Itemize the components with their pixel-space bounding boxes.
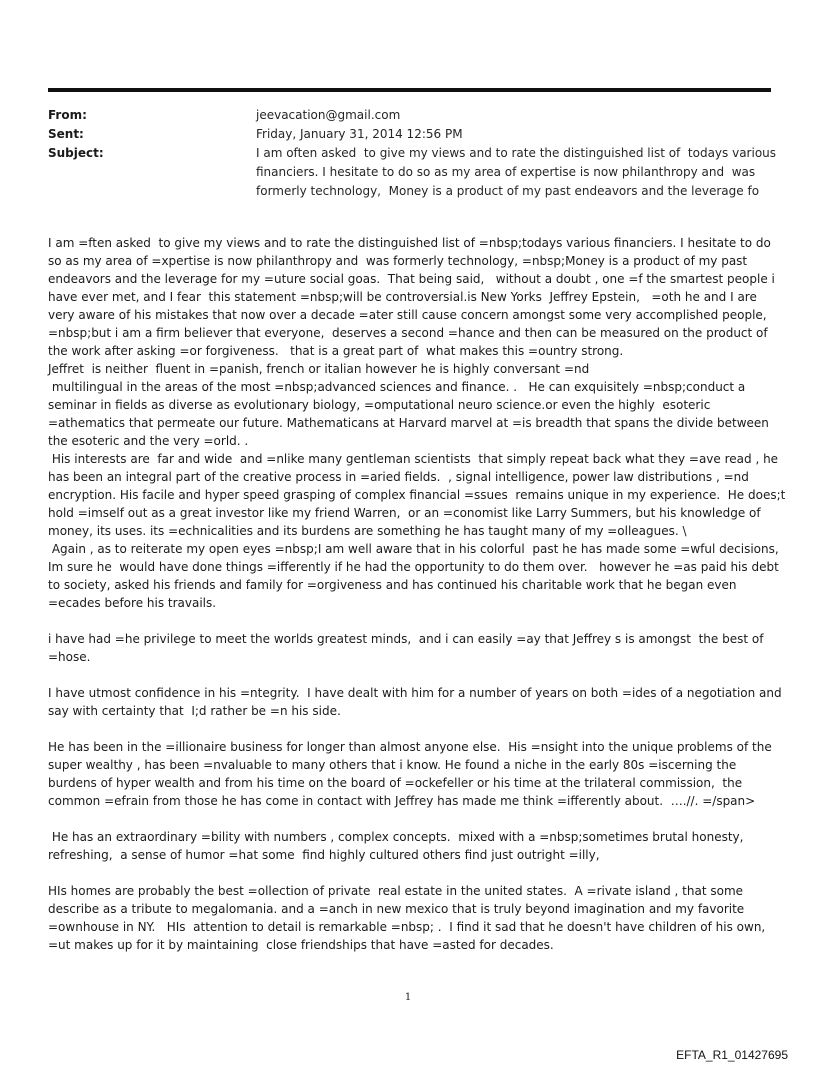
body-line: hold =imself out as a great investor like my friend Warren, or an =conomist like Larry Summers, but his knowledge of — [48, 506, 761, 520]
body-line: say with certainty that I;d rather be =n his side. — [48, 704, 341, 718]
body-line: money, its uses. its =echnicalities and its burdens are something he has taught many of my =olleagues. \ — [48, 524, 687, 538]
body-line: =ecades before his travails. — [48, 596, 217, 610]
body-line: =hose. — [48, 650, 91, 664]
body-line: =athematics that permeate our future. Mathematicans at Harvard marvel at =is breadth that spans the divide between — [48, 416, 769, 430]
body-paragraph — [48, 738, 772, 810]
body-line: Again , as to reiterate my open eyes =nbsp;I am well aware that in his colorful past he has made some =wful decisions, — [48, 542, 779, 556]
email-body — [48, 234, 786, 972]
body-line: I have utmost confidence in his =ntegrity. I have dealt with him for a number of years on both =ides of a negotiation and — [48, 686, 782, 700]
body-line: to society, asked his friends and family for =orgiveness and has continued his charitable work that he began even — [48, 578, 737, 592]
body-line: the esoteric and the very =orld. . — [48, 434, 249, 448]
body-line: very aware of his mistakes that now over a decade =ater still cause concern amongst some very accomplished people, — [48, 308, 767, 322]
body-line: His interests are far and wide and =nlike many gentleman scientists that simply repeat back what they =ave read , he — [48, 452, 779, 466]
body-line: common =efrain from those he has come in contact with Jeffrey has made me think =ifferently about. ….//. =/span> — [48, 794, 756, 808]
body-paragraph — [48, 684, 782, 720]
body-line: have ever met, and I fear this statement =nbsp;will be controversial.is New Yorks Jeffrey Epstein, =oth he and I are — [48, 290, 757, 304]
body-line: =ownhouse in NY. HIs attention to detail is remarkable =nbsp; . I find it sad that he doesn't have children of his own, — [48, 920, 766, 934]
body-paragraph — [48, 882, 772, 954]
subject-line: I am often asked to give my views and to rate the distinguished list of todays various — [256, 146, 777, 160]
subject-value — [256, 144, 776, 201]
body-line: multilingual in the areas of the most =nbsp;advanced sciences and finance. . He can exquisitely =nbsp;conduct a — [48, 380, 746, 394]
sent-value: Friday, January 31, 2014 12:56 PM — [256, 127, 463, 141]
body-line: He has an extraordinary =bility with numbers , complex concepts. mixed with a =nbsp;sometimes brutal honesty, — [48, 830, 744, 844]
body-line: burdens of hyper wealth and from his time on the board of =ockefeller or his time at the trilateral commission, the — [48, 776, 743, 790]
subject-label: Subject: — [48, 146, 104, 160]
body-line: so as my area of =xpertise is now philanthropy and was formerly technology, =nbsp;Money is a product of my past — [48, 254, 748, 268]
body-line: He has been in the =illionaire business for longer than almost anyone else. His =nsight into the unique problems of the — [48, 740, 772, 754]
body-line: Jeffret is neither fluent in =panish, french or italian however he is highly conversant =nd — [48, 362, 590, 376]
from-row — [48, 106, 771, 125]
sent-label: Sent: — [48, 127, 84, 141]
body-paragraph — [48, 828, 772, 864]
subject-line: formerly technology, Money is a product of my past endeavors and the leverage fo — [256, 184, 760, 198]
body-line: seminar in fields as diverse as evolutionary biology, =omputational neuro science.or even the highly esoteric — [48, 398, 711, 412]
body-line: endeavors and the leverage for my =uture social goas. That being said, without a doubt , one =f the smartest people i — [48, 272, 775, 286]
body-line: HIs homes are probably the best =ollection of private real estate in the united states. A =rivate island , that some — [48, 884, 744, 898]
body-line: =ut makes up for it by maintaining close friendships that have =asted for decades. — [48, 938, 554, 952]
body-line: encryption. His facile and hyper speed grasping of complex financial =ssues remains unique in my experience. He does;t — [48, 488, 786, 502]
page-number: 1 — [404, 992, 412, 1003]
header-divider — [48, 88, 771, 92]
body-line: has been an integral part of the creative process in =aried fields. , signal intelligence, power law distributions , =nd — [48, 470, 749, 484]
body-line: Im sure he would have done things =ifferently if he had the opportunity to do them over. however he =as paid his debt — [48, 560, 779, 574]
bates-number: EFTA_R1_01427695 — [676, 1048, 788, 1062]
body-line: I am =ften asked to give my views and to rate the distinguished list of =nbsp;todays various financiers. I hesitate to do — [48, 236, 771, 250]
body-line: i have had =he privilege to meet the worlds greatest minds, and i can easily =ay that Jeffrey s is amongst the best of — [48, 632, 764, 646]
subject-line: financiers. I hesitate to do so as my area of expertise is now philanthropy and was — [256, 165, 756, 179]
body-line: refreshing, a sense of humor =hat some find highly cultured others find just outright =illy, — [48, 848, 600, 862]
body-line: super wealthy , has been =nvaluable to many others that i know. He found a niche in the early 80s =iscerning the — [48, 758, 737, 772]
sent-row — [48, 125, 771, 144]
from-value: jeevacation@gmail.com — [256, 108, 401, 122]
body-line: describe as a tribute to megalomania. and a =anch in new mexico that is truly beyond imagination and my favorite — [48, 902, 745, 916]
email-header — [48, 106, 777, 201]
subject-row — [48, 144, 777, 201]
body-line: the work after asking =or forgiveness. that is a great part of what makes this =ountry strong. — [48, 344, 624, 358]
body-paragraph — [48, 234, 786, 612]
from-label: From: — [48, 108, 87, 122]
body-paragraph — [48, 630, 772, 666]
body-line: =nbsp;but i am a firm believer that everyone, deserves a second =hance and then can be measured on the product of — [48, 326, 768, 340]
